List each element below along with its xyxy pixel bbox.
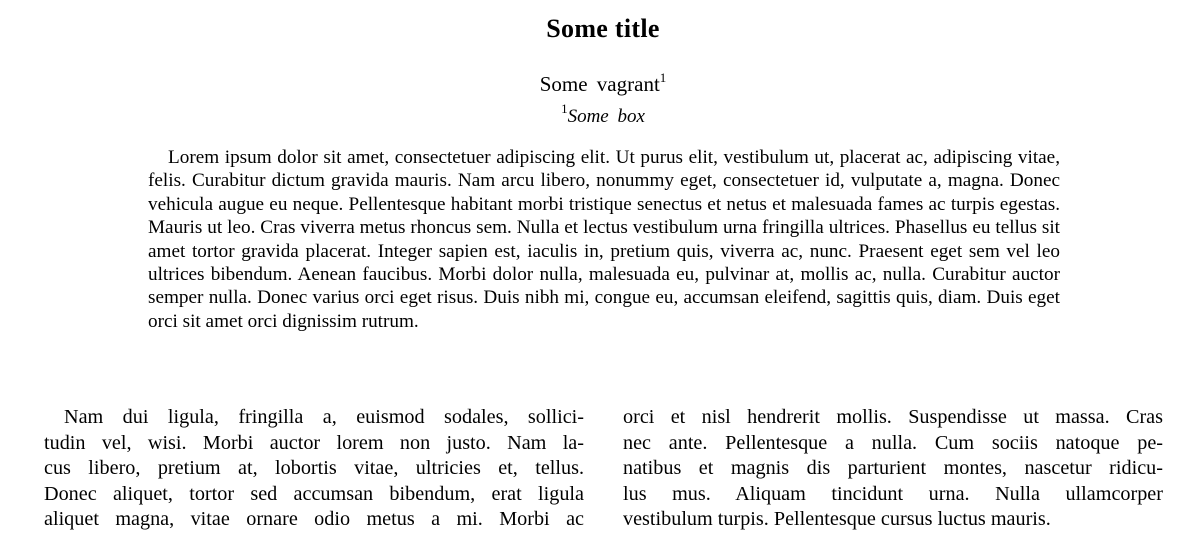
author-line: [0, 70, 1200, 98]
right-column-line: vestibulum turpis. Pellentesque cursus luctus mauris.: [623, 508, 1051, 531]
author-name: Some vagrant: [539, 72, 660, 96]
left-column-line: tudin vel, wisi. Morbi auctor lorem non justo. Nam la-: [44, 431, 584, 454]
affiliation-footnote-mark: 1: [561, 101, 568, 116]
right-column-line: lus mus. Aliquam tincidunt urna. Nulla ullamcorper: [623, 482, 1163, 505]
left-column-line: cus libero, pretium at, lobortis vitae, ultricies et, tellus.: [44, 457, 584, 480]
left-column-line: Nam dui ligula, fringilla a, euismod sodales, sollici-: [64, 406, 584, 428]
author-footnote-mark: 1: [659, 70, 667, 85]
abstract-paragraph: Lorem ipsum dolor sit amet, consectetuer adipiscing elit. Ut purus elit, vestibulum ut, placerat ac, adipiscing vitae, felis. Curabitur dictum gravida mauris. Nam arcu libero, nonummy eget, consectetuer id, vulputate a, magna. Donec vehicula augue eu neque. Pellentesque habitant morbi tristique senectus et netus et malesuada fames ac turpis egestas. Mauris ut leo. Cras viverra metus rhoncus sem. Nulla et lectus vestibulum urna fringilla ultrices. Phasellus eu tellus sit amet tortor gravida placerat. Integer sapien est, iaculis in, pretium quis, viverra ac, nunc. Praesent eget sem vel leo ultrices bibendum. Aenean faucibus. Morbi dolor nulla, malesuada eu, pulvinar at, mollis ac, nulla. Curabitur auctor semper nulla. Donec varius orci eget risus. Duis nibh mi, congue eu, accumsan eleifend, sagittis quis, diam. Duis eget orci sit amet orci dignissim rutrum.: [148, 147, 1060, 332]
right-column-line: orci et nisl hendrerit mollis. Suspendisse ut massa. Cras: [623, 406, 1163, 428]
right-column-line: nec ante. Pellentesque a nulla. Cum sociis natoque pe-: [623, 431, 1163, 454]
paper-title: Some title: [546, 14, 660, 43]
left-column-line: aliquet magna, vitae ornare odio metus a mi. Morbi ac: [44, 508, 584, 531]
right-column-line: natibus et magnis dis parturient montes, nascetur ridicu-: [623, 457, 1163, 480]
body-column-left: [44, 405, 584, 533]
affiliation-line: [0, 101, 1200, 130]
left-column-line: Donec aliquet, tortor sed accumsan bibendum, erat ligula: [44, 482, 584, 505]
affiliation-text: Some box: [567, 106, 645, 127]
body-column-right: [623, 405, 1163, 533]
